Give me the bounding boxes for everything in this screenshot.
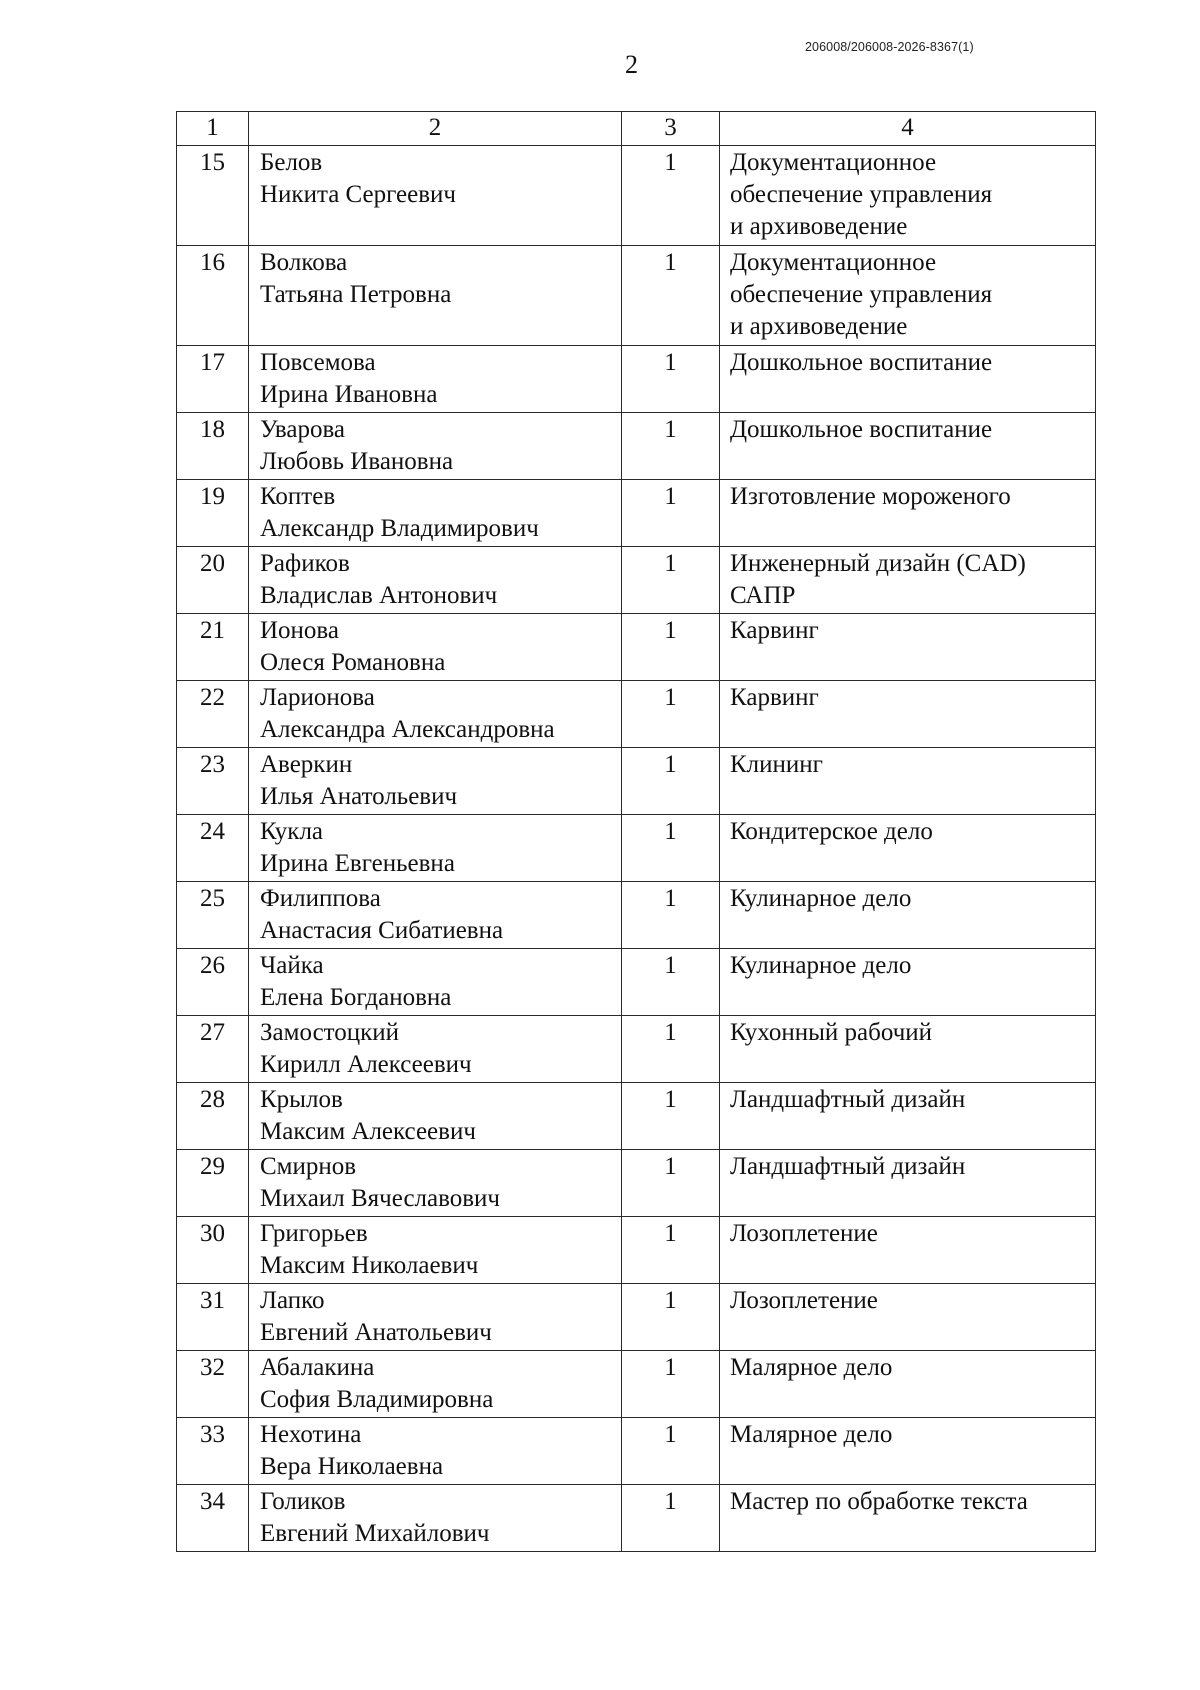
participant-surname: Белов: [260, 149, 323, 176]
participant-name-cell: [249, 1083, 622, 1150]
participant-surname: Филиппова: [260, 885, 381, 912]
participant-name-cell: [249, 1418, 622, 1485]
participant-surname: Замостоцкий: [260, 1019, 400, 1046]
quantity-cell: 1: [622, 748, 720, 815]
competency-line: и архивоведение: [730, 213, 908, 240]
competency-line: Карвинг: [730, 617, 819, 644]
competency-line: Карвинг: [730, 684, 819, 711]
participant-given-names: Максим Алексеевич: [260, 1118, 476, 1145]
competency-line: Клининг: [730, 751, 823, 778]
participant-given-names: Любовь Ивановна: [260, 448, 454, 475]
participant-name-cell: [249, 748, 622, 815]
participants-table: [176, 111, 1096, 1552]
participant-given-names: Александр Владимирович: [260, 515, 539, 542]
competency-cell: [720, 882, 1096, 949]
competency-cell: [720, 1016, 1096, 1083]
table-row: [177, 748, 1096, 815]
participant-given-names: Никита Сергеевич: [260, 181, 456, 208]
competency-line: Ландшафтный дизайн: [730, 1086, 966, 1113]
participant-name-cell: [249, 346, 622, 413]
participant-name-cell: [249, 1150, 622, 1217]
table-row: [177, 815, 1096, 882]
participant-surname: Голиков: [260, 1488, 346, 1515]
participant-surname: Ларионова: [260, 684, 375, 711]
quantity-cell: 1: [622, 346, 720, 413]
quantity-cell: 1: [622, 1485, 720, 1552]
competency-cell: [720, 413, 1096, 480]
quantity-cell: 1: [622, 1016, 720, 1083]
competency-line: Дошкольное воспитание: [730, 349, 993, 376]
participant-given-names: Татьяна Петровна: [260, 281, 452, 308]
competency-cell: [720, 1150, 1096, 1217]
competency-cell: [720, 146, 1096, 246]
row-number: 24: [177, 815, 249, 882]
quantity-cell: 1: [622, 614, 720, 681]
competency-line: Кулинарное дело: [730, 885, 912, 912]
table-row: [177, 1418, 1096, 1485]
quantity-cell: 1: [622, 1083, 720, 1150]
competency-line: Мастер по обработке текста: [730, 1488, 1028, 1515]
competency-cell: [720, 748, 1096, 815]
quantity-cell: 1: [622, 949, 720, 1016]
table-row: [177, 681, 1096, 748]
participant-given-names: Елена Богдановна: [260, 984, 452, 1011]
competency-line: обеспечение управления: [730, 281, 993, 308]
competency-cell: [720, 949, 1096, 1016]
competency-cell: [720, 681, 1096, 748]
table-row: [177, 346, 1096, 413]
participant-surname: Смирнов: [260, 1153, 357, 1180]
participant-name-cell: [249, 1217, 622, 1284]
participant-given-names: Ирина Евгеньевна: [260, 850, 455, 877]
quantity-cell: 1: [622, 815, 720, 882]
quantity-cell: 1: [622, 882, 720, 949]
row-number: 30: [177, 1217, 249, 1284]
page-number: 2: [625, 50, 638, 79]
competency-cell: [720, 547, 1096, 614]
table-row: [177, 1485, 1096, 1552]
table-row: [177, 1150, 1096, 1217]
row-number: 20: [177, 547, 249, 614]
participant-surname: Коптев: [260, 483, 336, 510]
competency-line: Малярное дело: [730, 1354, 893, 1381]
competency-cell: [720, 1083, 1096, 1150]
row-number: 31: [177, 1284, 249, 1351]
table-row: [177, 1351, 1096, 1418]
column-header-2: 2: [249, 112, 622, 146]
participant-given-names: Евгений Анатольевич: [260, 1319, 492, 1346]
competency-line: Изготовление мороженого: [730, 483, 1011, 510]
quantity-cell: 1: [622, 1351, 720, 1418]
competency-line: Инженерный дизайн (CAD): [730, 550, 1026, 577]
participant-given-names: София Владимировна: [260, 1386, 494, 1413]
table-row: [177, 547, 1096, 614]
participant-given-names: Кирилл Алексеевич: [260, 1051, 472, 1078]
row-number: 32: [177, 1351, 249, 1418]
competency-cell: [720, 1418, 1096, 1485]
competency-cell: [720, 614, 1096, 681]
competency-line: Кухонный рабочий: [730, 1019, 933, 1046]
participant-given-names: Александра Александровна: [260, 716, 555, 743]
row-number: 29: [177, 1150, 249, 1217]
quantity-cell: 1: [622, 146, 720, 246]
participant-surname: Рафиков: [260, 550, 350, 577]
participant-given-names: Максим Николаевич: [260, 1252, 479, 1279]
table-row: [177, 1284, 1096, 1351]
quantity-cell: 1: [622, 1217, 720, 1284]
competency-line: Кулинарное дело: [730, 952, 912, 979]
quantity-cell: 1: [622, 1284, 720, 1351]
table-row: [177, 882, 1096, 949]
row-number: 21: [177, 614, 249, 681]
participant-given-names: Анастасия Сибатиевна: [260, 917, 504, 944]
participant-name-cell: [249, 815, 622, 882]
participant-surname: Повсемова: [260, 349, 376, 376]
participant-name-cell: [249, 614, 622, 681]
competency-line: Лозоплетение: [730, 1287, 878, 1314]
column-header-3: 3: [622, 112, 720, 146]
participant-surname: Волкова: [260, 249, 348, 276]
participant-name-cell: [249, 413, 622, 480]
participant-name-cell: [249, 146, 622, 246]
participant-surname: Аверкин: [260, 751, 353, 778]
participant-given-names: Вера Николаевна: [260, 1453, 444, 1480]
participant-name-cell: [249, 1016, 622, 1083]
participant-given-names: Михаил Вячеславович: [260, 1185, 501, 1212]
competency-cell: [720, 346, 1096, 413]
participant-surname: Лапко: [260, 1287, 325, 1314]
competency-line: и архивоведение: [730, 313, 908, 340]
row-number: 22: [177, 681, 249, 748]
quantity-cell: 1: [622, 1150, 720, 1217]
participant-name-cell: [249, 480, 622, 547]
participant-given-names: Олеся Романовна: [260, 649, 446, 676]
competency-cell: [720, 480, 1096, 547]
participant-surname: Уварова: [260, 416, 346, 443]
participant-name-cell: [249, 681, 622, 748]
participant-name-cell: [249, 1284, 622, 1351]
document-id: 206008/206008-2026-8367(1): [805, 40, 974, 54]
column-header-4: 4: [720, 112, 1096, 146]
row-number: 15: [177, 146, 249, 246]
row-number: 19: [177, 480, 249, 547]
row-number: 17: [177, 346, 249, 413]
participant-given-names: Ирина Ивановна: [260, 381, 438, 408]
competency-cell: [720, 246, 1096, 346]
table-body: [177, 112, 1096, 1552]
row-number: 23: [177, 748, 249, 815]
participant-surname: Нехотина: [260, 1421, 362, 1448]
row-number: 18: [177, 413, 249, 480]
participant-given-names: Евгений Михайлович: [260, 1520, 490, 1547]
row-number: 25: [177, 882, 249, 949]
competency-line: Документационное: [730, 149, 937, 176]
table-header-row: [177, 112, 1096, 146]
quantity-cell: 1: [622, 1418, 720, 1485]
competency-cell: [720, 1284, 1096, 1351]
participant-name-cell: [249, 949, 622, 1016]
participant-name-cell: [249, 882, 622, 949]
table-row: [177, 949, 1096, 1016]
row-number: 34: [177, 1485, 249, 1552]
quantity-cell: 1: [622, 246, 720, 346]
participant-surname: Чайка: [260, 952, 324, 979]
competency-line: Дошкольное воспитание: [730, 416, 993, 443]
participant-name-cell: [249, 1351, 622, 1418]
competency-line: САПР: [730, 582, 796, 609]
participant-name-cell: [249, 246, 622, 346]
column-header-1: 1: [177, 112, 249, 146]
participant-surname: Крылов: [260, 1086, 343, 1113]
competency-cell: [720, 1485, 1096, 1552]
row-number: 28: [177, 1083, 249, 1150]
quantity-cell: 1: [622, 480, 720, 547]
competency-cell: [720, 1217, 1096, 1284]
participant-surname: Григорьев: [260, 1220, 368, 1247]
quantity-cell: 1: [622, 413, 720, 480]
competency-cell: [720, 815, 1096, 882]
participant-name-cell: [249, 1485, 622, 1552]
table-row: [177, 480, 1096, 547]
competency-line: Малярное дело: [730, 1421, 893, 1448]
row-number: 26: [177, 949, 249, 1016]
competency-line: Кондитерское дело: [730, 818, 933, 845]
competency-line: Ландшафтный дизайн: [730, 1153, 966, 1180]
competency-line: Документационное: [730, 249, 937, 276]
participant-name-cell: [249, 547, 622, 614]
table-row: [177, 146, 1096, 246]
quantity-cell: 1: [622, 547, 720, 614]
table-row: [177, 1016, 1096, 1083]
table-row: [177, 413, 1096, 480]
quantity-cell: 1: [622, 681, 720, 748]
competency-line: обеспечение управления: [730, 181, 993, 208]
participant-given-names: Илья Анатольевич: [260, 783, 458, 810]
competency-line: Лозоплетение: [730, 1220, 878, 1247]
participant-surname: Ионова: [260, 617, 340, 644]
row-number: 27: [177, 1016, 249, 1083]
table-row: [177, 1217, 1096, 1284]
row-number: 33: [177, 1418, 249, 1485]
table-row: [177, 614, 1096, 681]
participants-table-container: [176, 111, 1095, 1552]
participant-surname: Абалакина: [260, 1354, 375, 1381]
competency-cell: [720, 1351, 1096, 1418]
table-row: [177, 246, 1096, 346]
participant-surname: Кукла: [260, 818, 324, 845]
table-row: [177, 1083, 1096, 1150]
row-number: 16: [177, 246, 249, 346]
participant-given-names: Владислав Антонович: [260, 582, 498, 609]
